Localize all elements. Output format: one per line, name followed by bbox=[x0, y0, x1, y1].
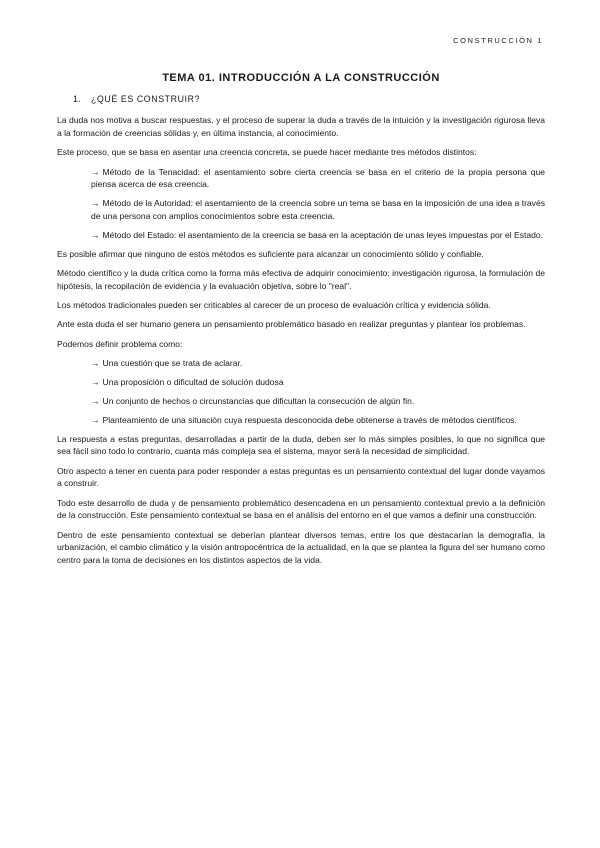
list-item bbox=[91, 357, 545, 370]
paragraph: Dentro de este pensamiento contextual se deberían plantear diversos temas, entre los que destacarían la demografía, la urbanización, el cambio climático y la visión antropocéntrica de la actualidad, en la que se plantea la figura del ser humano como centro para la toma de decisiones en los distintos aspectos de la vida. bbox=[57, 529, 545, 565]
paragraph: Este proceso, que se basa en asentar una creencia concreta, se puede hacer mediante tres métodos distintos: bbox=[57, 147, 477, 158]
section-heading bbox=[73, 93, 545, 106]
section-heading-text: ¿QUÉ ES CONSTRUIR? bbox=[91, 93, 201, 104]
list-item bbox=[91, 166, 545, 191]
list-item-text: Método de la Autoridad: el asentamiento de la creencia sobre un tema se basa en la imposición de una idea a través de una persona con amplios conocimientos sobre esta creencia. bbox=[91, 198, 545, 221]
paragraph: Los métodos tradicionales pueden ser criticables al carecer de un proceso de evaluación crítica y evidencia sólida. bbox=[57, 300, 491, 311]
list-item-text: Un conjunto de hechos o circunstancias que dificultan la consecución de algún fin. bbox=[102, 395, 415, 406]
paragraph: Todo este desarrollo de duda y de pensamiento problemático desencadena en un pensamiento contextual previo a la definición de la construcción. Este pensamiento contextual se basa en el análisis del entorno en el que vamos a definir una construcción. bbox=[57, 497, 545, 521]
methods-list bbox=[91, 166, 545, 242]
list-item-text: Método de la Tenacidad: el asentamiento sobre cierta creencia se basa en el criterio de la propia persona que piensa acerca de esa creencia. bbox=[91, 166, 545, 190]
section-number: 1. bbox=[73, 93, 82, 104]
list-item-text: Planteamiento de una situación cuya respuesta desconocida debe obtenerse a través de métodos científicos. bbox=[102, 414, 517, 425]
arrow-right-icon: → bbox=[91, 376, 100, 387]
problem-definitions-list bbox=[91, 357, 545, 426]
chapter-title: TEMA 01. INTRODUCCIÓN A LA CONSTRUCCIÓN bbox=[162, 72, 440, 84]
list-item bbox=[91, 376, 545, 389]
paragraph: Podemos definir problema como: bbox=[57, 338, 183, 349]
paragraph: La duda nos motiva a buscar respuestas, y el proceso de superar la duda a través de la intuición y la investigación rigurosa lleva a la formación de creencias sólidas y, en última instancia, al conocimiento. bbox=[57, 115, 545, 139]
list-item-text: Método del Estado: el asentamiento de la creencia se basa en la aceptación de unas leyes impuestas por el Estado. bbox=[102, 229, 543, 240]
list-item bbox=[91, 395, 545, 408]
paragraph: Otro aspecto a tener en cuenta para poder responder a estas preguntas es un pensamiento contextual del lugar donde vayamos a construir. bbox=[57, 465, 545, 489]
paragraph: Es posible afirmar que ninguno de estos métodos es suficiente para alcanzar un conocimiento sólido y confiable. bbox=[57, 248, 484, 259]
arrow-right-icon: → bbox=[91, 414, 100, 425]
list-item bbox=[91, 414, 545, 427]
list-item-text: Una proposición o dificultad de solución dudosa bbox=[102, 376, 284, 387]
list-item-text: Una cuestión que se trata de aclarar. bbox=[102, 357, 243, 368]
running-header: CONSTRUCCIÓN 1 bbox=[453, 36, 543, 45]
list-item bbox=[91, 229, 545, 242]
arrow-right-icon: → bbox=[91, 229, 100, 240]
paragraph: Método científico y la duda crítica como la forma más efectiva de adquirir conocimiento: investigación rigurosa, la formulación de hipótesis, la recopilación de evidencia y la evaluación objetiva, sobre lo "real". bbox=[57, 268, 545, 291]
arrow-right-icon: → bbox=[91, 166, 100, 177]
paragraph: Ante esta duda el ser humano genera un pensamiento problemático basado en realizar preguntas y plantear los problemas. bbox=[57, 319, 526, 330]
arrow-right-icon: → bbox=[91, 395, 100, 406]
document-body bbox=[57, 72, 545, 573]
arrow-right-icon: → bbox=[91, 357, 100, 368]
list-item bbox=[91, 197, 545, 222]
arrow-right-icon: → bbox=[91, 198, 100, 209]
paragraph: La respuesta a estas preguntas, desarrolladas a partir de la duda, deben ser lo más simples posibles, lo que no significa que sea fácil sino todo lo contrario, cuanta más compleja sea el sistema, mayor será la necesidad de simplicidad. bbox=[57, 433, 545, 457]
